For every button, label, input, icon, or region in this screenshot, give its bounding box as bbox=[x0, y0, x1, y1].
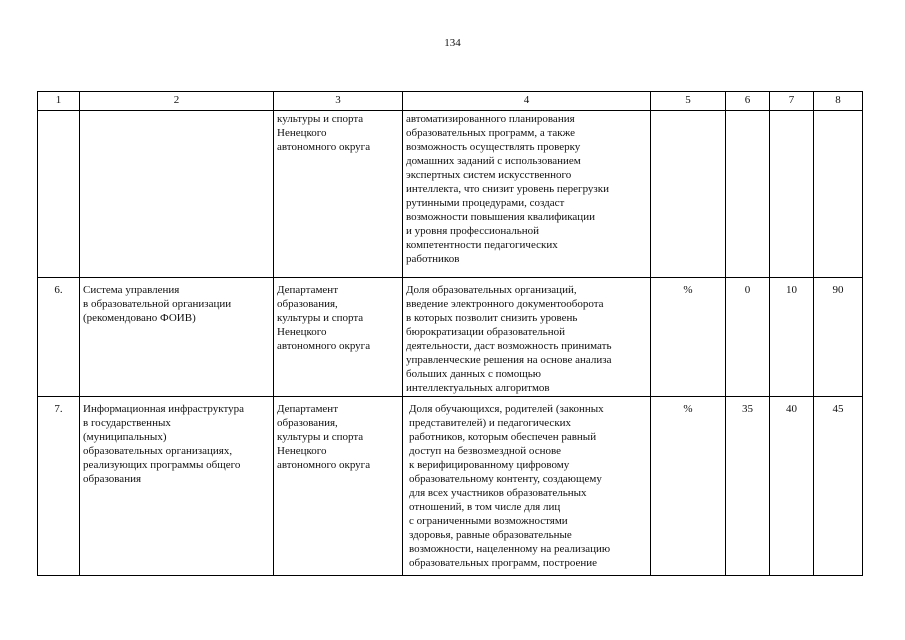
description-line: работников, которым обеспечен равный bbox=[409, 431, 597, 443]
description-line: здоровья, равные образовательные bbox=[409, 529, 572, 541]
department-line: культуры и спорта bbox=[277, 312, 364, 324]
indicator-description-cell bbox=[403, 397, 651, 576]
value-cell bbox=[770, 111, 814, 278]
page-number: 134 bbox=[444, 37, 461, 49]
header-cell: 8 bbox=[814, 92, 863, 111]
department-line: Департамент bbox=[277, 284, 339, 296]
value-cell: 0 bbox=[726, 278, 770, 397]
department-line: Ненецкого bbox=[277, 127, 327, 139]
project-name-cell bbox=[80, 278, 274, 397]
row-number bbox=[38, 111, 80, 278]
description-line: интеллектуальных алгоритмов bbox=[406, 382, 550, 394]
description-line: автоматизированного планирования bbox=[406, 113, 575, 125]
name-line: Система управления bbox=[83, 284, 180, 296]
description-line: к верифицированному цифровому bbox=[409, 459, 570, 471]
description-line: возможность осуществлять проверку bbox=[406, 141, 581, 153]
value-cell: 45 bbox=[814, 397, 863, 576]
name-line: в государственных bbox=[83, 417, 171, 429]
name-line: (муниципальных) bbox=[83, 431, 167, 443]
department-line: культуры и спорта bbox=[277, 113, 364, 125]
description-line: интеллекта, что снизит уровень перегрузки bbox=[406, 183, 609, 195]
project-name-cell bbox=[80, 111, 274, 278]
description-line: доступ на безвозмездной основе bbox=[409, 445, 561, 457]
description-line: с ограниченными возможностями bbox=[409, 515, 568, 527]
description-line: экспертных систем искусственного bbox=[406, 169, 572, 181]
indicator-description-cell bbox=[403, 278, 651, 397]
header-cell: 2 bbox=[80, 92, 274, 111]
header-cell: 4 bbox=[403, 92, 651, 111]
value-cell bbox=[814, 111, 863, 278]
unit-cell: % bbox=[651, 278, 726, 397]
value-cell: 10 bbox=[770, 278, 814, 397]
name-line: в образовательной организации bbox=[83, 298, 232, 310]
description-line: для всех участников образовательных bbox=[409, 487, 587, 499]
department-cell bbox=[274, 278, 403, 397]
description-line: деятельности, даст возможность принимать bbox=[406, 340, 612, 352]
description-line: бюрократизации образовательной bbox=[406, 326, 565, 338]
description-line: компетентности педагогических bbox=[406, 239, 558, 251]
department-line: Департамент bbox=[277, 403, 339, 415]
table-row bbox=[38, 397, 863, 576]
description-line: представителей) и педагогических bbox=[409, 417, 572, 429]
value-cell: 35 bbox=[726, 397, 770, 576]
description-line: образовательных программ, а также bbox=[406, 127, 575, 139]
header-cell: 1 bbox=[38, 92, 80, 111]
header-row bbox=[38, 92, 863, 111]
department-line: Ненецкого bbox=[277, 326, 327, 338]
name-line: Информационная инфраструктура bbox=[83, 403, 245, 415]
description-line: управленческие решения на основе анализа bbox=[406, 354, 612, 366]
table-row bbox=[38, 111, 863, 278]
department-line: Ненецкого bbox=[277, 445, 327, 457]
description-line: работников bbox=[406, 253, 460, 265]
project-name-cell bbox=[80, 397, 274, 576]
description-line: возможности повышения квалификации bbox=[406, 211, 595, 223]
value-cell bbox=[726, 111, 770, 278]
department-cell bbox=[274, 111, 403, 278]
description-line: введение электронного документооборота bbox=[406, 298, 604, 310]
name-line: (рекомендовано ФОИВ) bbox=[83, 312, 196, 324]
value-cell: 40 bbox=[770, 397, 814, 576]
department-line: автономного округа bbox=[277, 340, 371, 352]
description-line: отношений, в том числе для лиц bbox=[409, 501, 561, 513]
description-line: больших данных с помощью bbox=[406, 368, 541, 380]
unit-cell: % bbox=[651, 397, 726, 576]
indicator-description-cell bbox=[403, 111, 651, 278]
data-table bbox=[37, 91, 863, 576]
description-line: образовательных программ, построение bbox=[409, 557, 597, 569]
description-line: домашних заданий с использованием bbox=[406, 155, 581, 167]
description-line: в которых позволит снизить уровень bbox=[406, 312, 578, 324]
header-cell: 6 bbox=[726, 92, 770, 111]
row-number: 7. bbox=[38, 397, 80, 576]
description-line: Доля образовательных организаций, bbox=[406, 284, 577, 296]
department-line: образования, bbox=[277, 417, 338, 429]
description-line: образовательному контенту, создающему bbox=[409, 473, 602, 485]
department-line: образования, bbox=[277, 298, 338, 310]
header-cell: 5 bbox=[651, 92, 726, 111]
table-row bbox=[38, 278, 863, 397]
department-line: автономного округа bbox=[277, 459, 371, 471]
unit-cell bbox=[651, 111, 726, 278]
department-cell bbox=[274, 397, 403, 576]
header-cell: 3 bbox=[274, 92, 403, 111]
description-line: и уровня профессиональной bbox=[406, 225, 539, 237]
name-line: реализующих программы общего bbox=[83, 459, 241, 471]
description-line: возможности, нацеленному на реализацию bbox=[409, 543, 611, 555]
name-line: образования bbox=[83, 473, 142, 485]
value-cell: 90 bbox=[814, 278, 863, 397]
header-cell: 7 bbox=[770, 92, 814, 111]
department-line: автономного округа bbox=[277, 141, 371, 153]
description-line: рутинными процедурами, создаст bbox=[406, 197, 565, 209]
name-line: образовательных организациях, bbox=[83, 445, 233, 457]
department-line: культуры и спорта bbox=[277, 431, 364, 443]
description-line: Доля обучающихся, родителей (законных bbox=[409, 403, 604, 415]
row-number: 6. bbox=[38, 278, 80, 397]
